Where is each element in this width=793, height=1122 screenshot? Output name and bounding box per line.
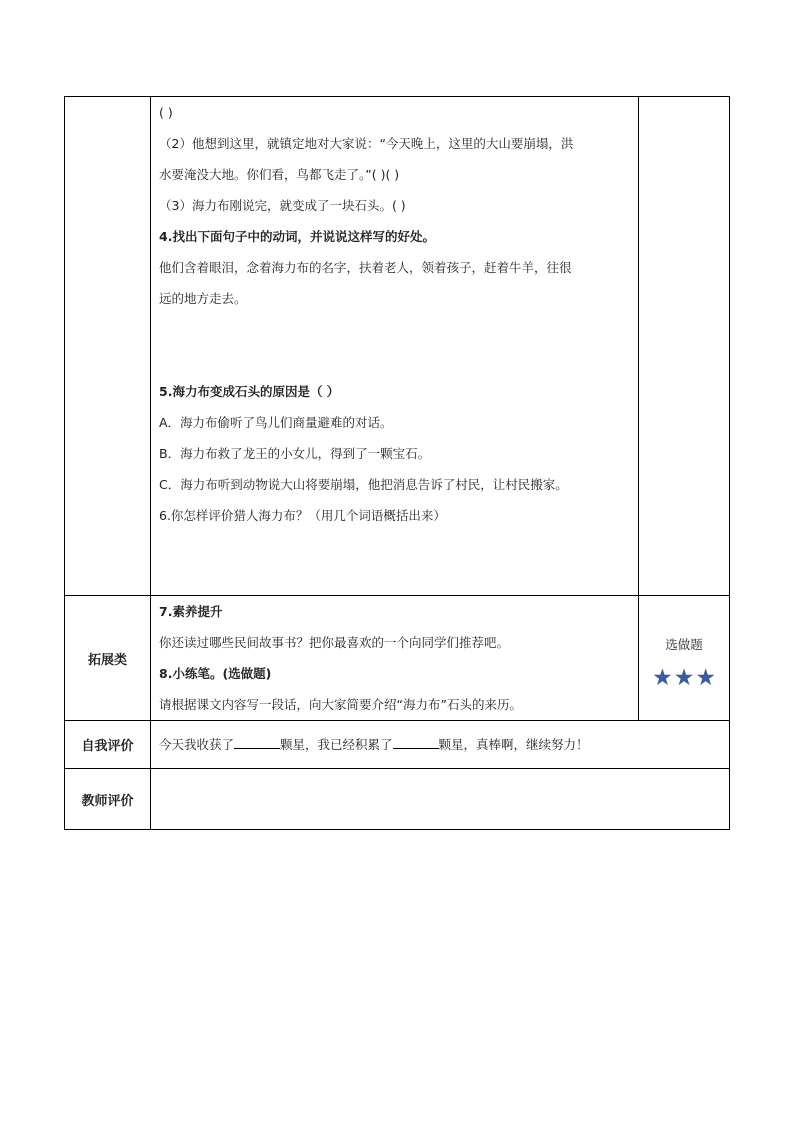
stars-total-blank[interactable] — [393, 734, 439, 749]
question-5-option-c: C．海力布听到动物说大山将要崩塌，他把消息告诉了村民，让村民搬家。 — [159, 477, 568, 492]
difficulty-cell — [639, 596, 730, 721]
worksheet — [64, 96, 714, 830]
question-4-line-1: 他们含着眼泪，念着海力布的名字，扶着老人，领着孩子，赶着牛羊，往很 — [159, 260, 572, 275]
answer-space[interactable] — [159, 531, 632, 589]
answer-paren: ( ) — [159, 105, 173, 120]
extension-label: 拓展类 — [65, 596, 151, 721]
question-8-text: 请根据课文内容写一段话，向大家简要介绍“海力布”石头的来历。 — [159, 697, 522, 712]
self-eval-text-c: 颗星，真棒啊，继续努力！ — [438, 737, 589, 752]
worksheet-table — [64, 96, 730, 830]
question-5-option-b: B．海力布救了龙王的小女儿，得到了一颗宝石。 — [159, 446, 431, 461]
question-7-title: 7.素养提升 — [159, 604, 223, 619]
stars-earned-blank[interactable] — [234, 734, 280, 749]
teacher-eval-label: 教师评价 — [65, 769, 151, 830]
self-eval-label: 自我评价 — [65, 721, 151, 769]
question-5-title: 5.海力布变成石头的原因是（ ） — [159, 384, 340, 399]
extension-row — [65, 596, 730, 721]
star-rating — [639, 664, 729, 691]
question-8-title: 8.小练笔。(选做题) — [159, 666, 272, 681]
question-2-line-1: （2）他想到这里，就镇定地对大家说：“今天晚上，这里的大山要崩塌，洪 — [159, 136, 574, 151]
self-eval-text-b: 颗星，我已经积累了 — [280, 737, 393, 752]
question-7-text: 你还读过哪些民间故事书？把你最喜欢的一个向同学们推荐吧。 — [159, 635, 510, 650]
star-icon: ★ — [673, 664, 695, 691]
reading-content-cell — [151, 97, 639, 596]
answer-space[interactable] — [159, 314, 632, 376]
self-eval-text-a: 今天我收获了 — [159, 737, 235, 752]
teacher-eval-row — [65, 769, 730, 830]
question-2-line-2: 水要淹没大地。你们看，鸟都飞走了。”( )( ) — [159, 167, 400, 182]
self-eval-content — [151, 721, 730, 769]
extension-content-cell — [151, 596, 639, 721]
question-5-option-a: A．海力布偷听了鸟儿们商量避难的对话。 — [159, 415, 393, 430]
question-6: 6.你怎样评价猎人海力布？（用几个词语概括出来） — [159, 508, 446, 523]
star-icon: ★ — [652, 664, 673, 691]
question-4-title: 4.找出下面句子中的动词，并说说这样写的好处。 — [159, 229, 435, 244]
optional-label: 选做题 — [665, 636, 703, 652]
reading-label-cell — [65, 97, 151, 596]
question-3: （3）海力布刚说完，就变成了一块石头。( ) — [159, 198, 406, 213]
self-eval-sentence — [159, 729, 723, 760]
teacher-eval-content[interactable] — [151, 769, 730, 830]
question-4-line-2: 远的地方走去。 — [159, 291, 247, 306]
reading-row — [65, 97, 730, 596]
reading-side-cell — [639, 97, 730, 596]
star-icon: ★ — [695, 664, 716, 691]
self-eval-row — [65, 721, 730, 769]
